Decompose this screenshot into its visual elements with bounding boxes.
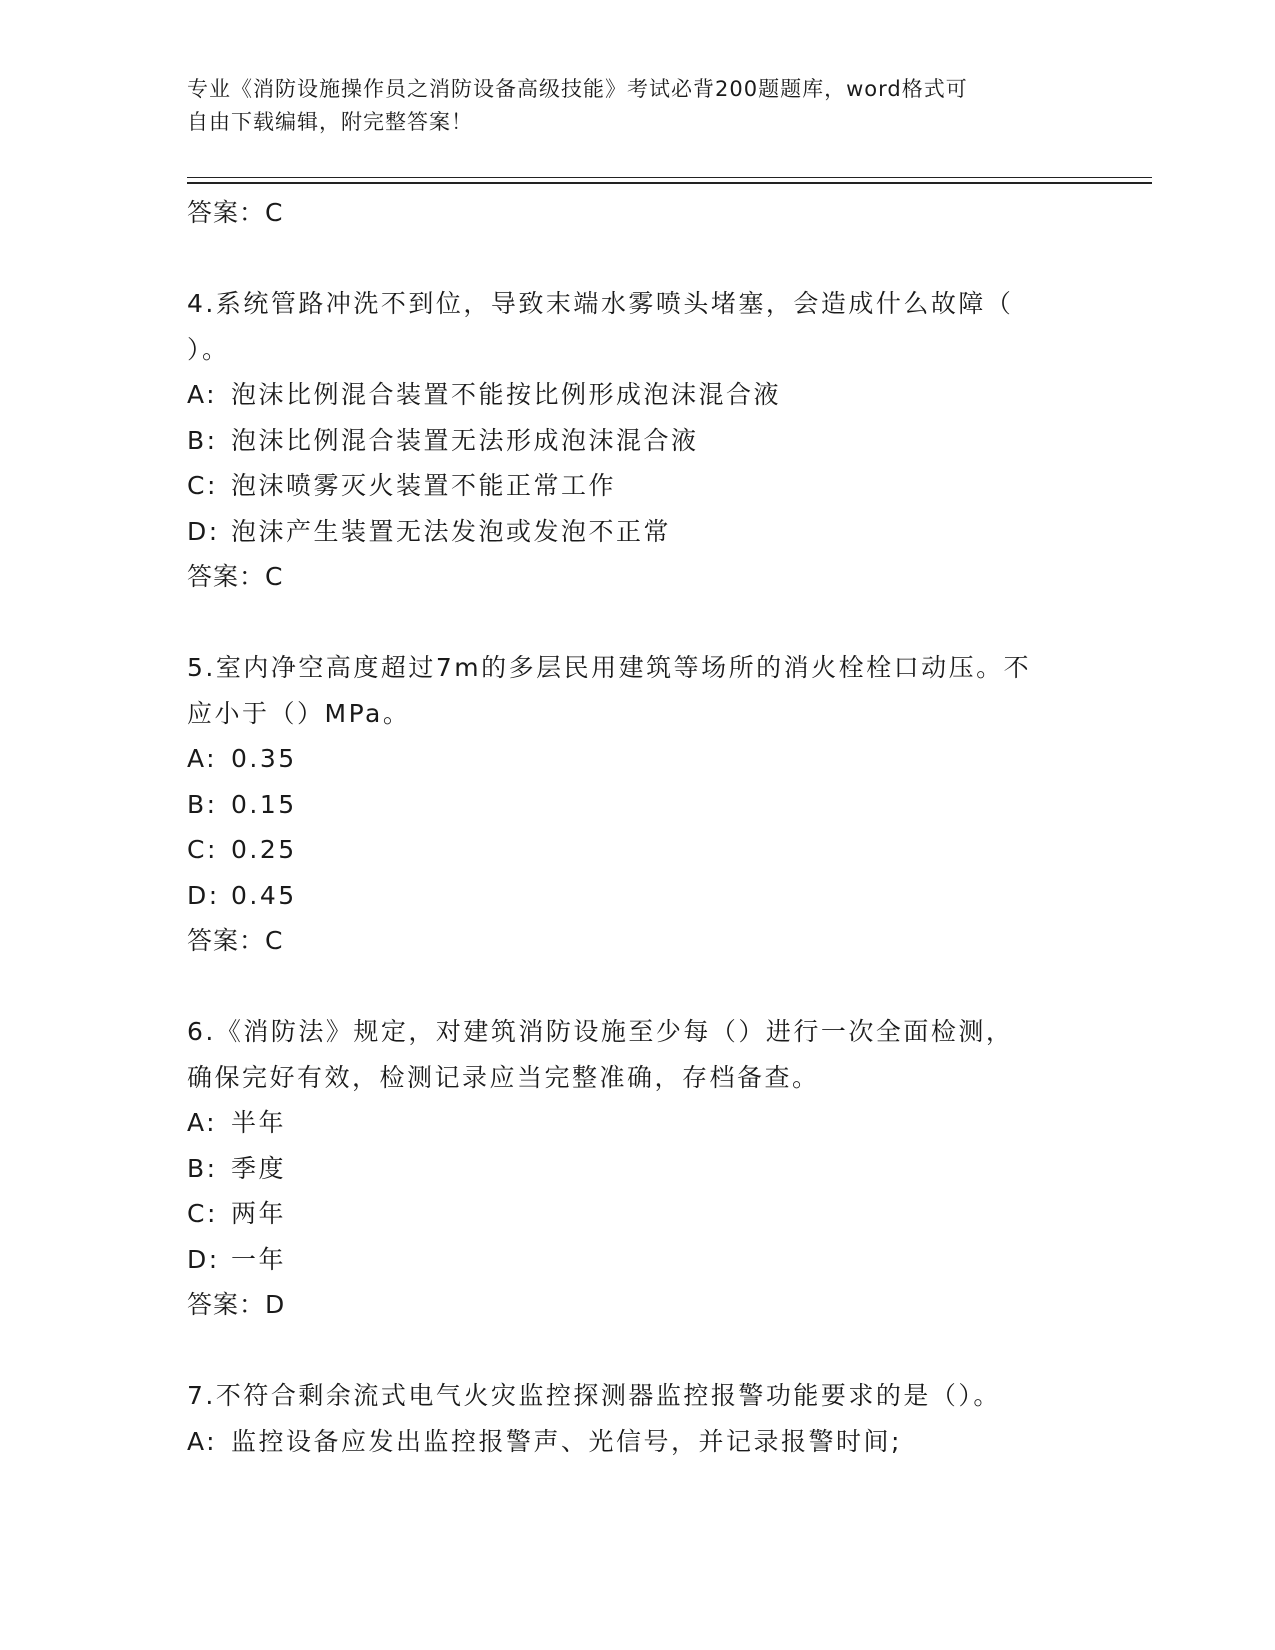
answer-option [187,782,1127,828]
answer-option [187,827,1127,873]
option-letter: D: [187,516,220,546]
option-text: 泡沫比例混合装置无法形成泡沫混合液 [231,425,699,455]
option-text: 一年 [231,1244,287,1274]
question-text [187,1373,1127,1419]
question-block [187,645,1127,963]
header-divider-thick [187,182,1152,184]
option-letter: A: [187,1108,218,1137]
option-text: 季度 [231,1153,287,1183]
question-text-line: 确保完好有效，检测记录应当完整准确，存档备查。 [187,1062,820,1092]
question-text-line: 6.《消防法》规定，对建筑消防设施至少每（）进行一次全面检测， [187,1017,1014,1046]
answer-option [187,736,1127,782]
header-line-2: 自由下载编辑，附完整答案！ [187,110,473,134]
question-text [187,645,1127,736]
question-list [187,190,1127,1464]
answer-option [187,1100,1127,1146]
answer-option [187,1191,1127,1237]
answer-line: 答案：C [187,198,284,227]
answer-line: 答案：C [187,562,284,591]
option-letter: A: [187,744,218,773]
option-letter: B: [187,1153,218,1183]
question-text-line: ）。 [187,334,230,364]
option-text: 泡沫产生装置无法发泡或发泡不正常 [231,516,672,546]
header-divider-thin [187,177,1152,178]
option-letter: D: [187,1244,220,1274]
question-text [187,281,1127,372]
answer-option [187,1237,1127,1283]
answer-option [187,1419,1127,1465]
answer-option [187,418,1127,464]
option-text: 半年 [231,1108,287,1137]
answer-option [187,1146,1127,1192]
option-text: 0.15 [231,789,297,819]
option-letter: C: [187,471,218,500]
answer-line: 答案：C [187,926,284,955]
header-line-1: 专业《消防设施操作员之消防设备高级技能》考试必背200题题库，word格式可 [187,77,968,101]
question-text-line: 应小于（）MPa。 [187,698,411,728]
option-text: 监控设备应发出监控报警声、光信号，并记录报警时间; [231,1426,902,1456]
question-text-line: 7.不符合剩余流式电气火灾监控探测器监控报警功能要求的是（）。 [187,1381,1001,1410]
document-header [187,73,1087,139]
answer-option [187,873,1127,919]
option-text: 泡沫比例混合装置不能按比例形成泡沫混合液 [231,380,782,409]
option-text: 0.35 [231,744,297,773]
question-text-line: 5.室内净空高度超过7m的多层民用建筑等场所的消火栓栓口动压。不 [187,653,1032,682]
option-text: 两年 [231,1199,287,1228]
question-block [187,1009,1127,1327]
answer-line: 答案：D [187,1290,286,1319]
question-block [187,281,1127,599]
option-letter: A: [187,1426,218,1456]
option-letter: A: [187,380,218,409]
option-letter: B: [187,425,218,455]
option-letter: C: [187,1199,218,1228]
answer-option [187,463,1127,509]
option-letter: D: [187,880,220,910]
question-text [187,1009,1127,1100]
option-letter: C: [187,835,218,864]
answer-option [187,372,1127,418]
question-text-line: 4.系统管路冲洗不到位，导致末端水雾喷头堵塞，会造成什么故障（ [187,289,1014,318]
option-text: 0.45 [231,880,297,910]
option-letter: B: [187,789,218,819]
option-text: 泡沫喷雾灭火装置不能正常工作 [231,471,617,500]
option-text: 0.25 [231,835,297,864]
answer-option [187,509,1127,555]
question-block [187,1373,1127,1464]
